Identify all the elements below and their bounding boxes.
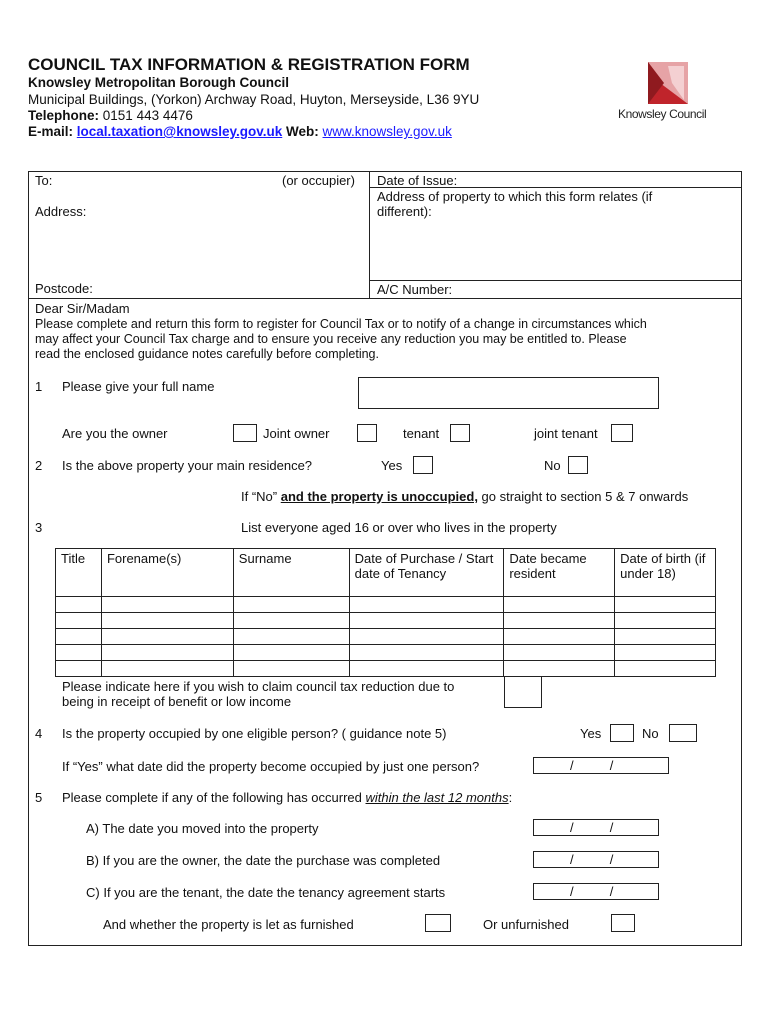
cell-input[interactable] — [101, 629, 233, 645]
q5-a-date-input[interactable] — [533, 819, 659, 836]
logo-text: Knowsley Council — [618, 107, 707, 121]
q5-a-label: A) The date you moved into the property — [86, 821, 319, 836]
telephone-value: 0151 443 4476 — [102, 108, 193, 123]
q3-number: 3 — [35, 520, 43, 535]
q4-no-checkbox[interactable] — [669, 724, 697, 742]
intro-line-1: Please complete and return this form to register for Council Tax or to notify of a change in circumstances which — [35, 317, 647, 331]
q5-c-date-input[interactable] — [533, 883, 659, 900]
web-label: Web: — [286, 124, 319, 139]
q5-c-date-separator: / / — [570, 884, 614, 899]
postcode-label: Postcode: — [35, 281, 93, 296]
furnished-label: And whether the property is let as furnished — [103, 917, 354, 932]
cell-input[interactable] — [56, 597, 102, 613]
address-label: Address: — [35, 204, 87, 219]
residents-header-row — [56, 549, 716, 597]
intro-line-3: read the enclosed guidance notes carefully before completing. — [35, 347, 379, 361]
joint-owner-label: Joint owner — [263, 426, 330, 441]
cell-input[interactable] — [101, 613, 233, 629]
cell-input[interactable] — [56, 661, 102, 677]
reduction-line-2: being in receipt of benefit or low income — [62, 694, 292, 709]
knowsley-logo-icon — [648, 62, 688, 104]
cell-input[interactable] — [56, 613, 102, 629]
q5-b-date-input[interactable] — [533, 851, 659, 868]
unfurnished-label: Or unfurnished — [483, 917, 569, 932]
furnished-checkbox[interactable] — [425, 914, 451, 932]
q2-yes-label: Yes — [381, 458, 403, 473]
greeting: Dear Sir/Madam — [35, 301, 130, 316]
form-frame-left — [28, 171, 29, 946]
unfurnished-checkbox[interactable] — [611, 914, 635, 932]
cell-input[interactable] — [504, 661, 615, 677]
cell-input[interactable] — [615, 613, 716, 629]
council-name: Knowsley Metropolitan Borough Council — [28, 75, 289, 90]
residents-table — [55, 548, 716, 677]
q2-no-label: No — [544, 458, 561, 473]
property-address-label-2: different): — [377, 204, 432, 219]
cell-input[interactable] — [615, 645, 716, 661]
q4-number: 4 — [35, 726, 43, 741]
form-title: COUNCIL TAX INFORMATION & REGISTRATION FORM — [28, 55, 470, 74]
telephone-label: Telephone: — [28, 108, 100, 123]
q5-label — [62, 790, 512, 805]
col-date-birth: Date of birth (if under 18) — [615, 549, 716, 597]
q5-label-em: within the last 12 months — [365, 790, 509, 805]
q5-c-label: C) If you are the tenant, the date the tenancy agreement starts — [86, 885, 446, 900]
telephone-line — [28, 108, 193, 123]
web-link[interactable]: www.knowsley.gov.uk — [322, 124, 452, 139]
q2-note-pre: If “No” — [241, 489, 281, 504]
cell-input[interactable] — [233, 597, 349, 613]
cell-input[interactable] — [349, 629, 504, 645]
q4-date-input[interactable] — [533, 757, 669, 774]
q5-b-label: B) If you are the owner, the date the purchase was completed — [86, 853, 441, 868]
q4-yes-label: Yes — [580, 726, 602, 741]
cell-input[interactable] — [615, 597, 716, 613]
cell-input[interactable] — [101, 597, 233, 613]
q2-label: Is the above property your main residence? — [62, 458, 313, 473]
q5-label-pre: Please complete if any of the following has occurred — [62, 790, 366, 805]
cell-input[interactable] — [615, 629, 716, 645]
occupier-label: (or occupier) — [282, 173, 355, 188]
col-date-resident: Date became resident — [504, 549, 615, 597]
cell-input[interactable] — [349, 597, 504, 613]
q5-label-post: : — [508, 790, 513, 805]
reduction-checkbox[interactable] — [504, 676, 542, 708]
tenant-checkbox[interactable] — [450, 424, 470, 442]
form-frame-bottom — [28, 945, 742, 946]
cell-input[interactable] — [504, 613, 615, 629]
q4-yes-checkbox[interactable] — [610, 724, 634, 742]
tenant-label: tenant — [403, 426, 440, 441]
address-divider — [28, 298, 742, 299]
table-row — [56, 629, 716, 645]
cell-input[interactable] — [615, 661, 716, 677]
owner-checkbox[interactable] — [233, 424, 257, 442]
cell-input[interactable] — [101, 661, 233, 677]
ac-number-divider — [369, 280, 742, 281]
q2-number: 2 — [35, 458, 43, 473]
q2-yes-checkbox[interactable] — [413, 456, 433, 474]
ac-number-label: A/C Number: — [377, 282, 453, 297]
cell-input[interactable] — [101, 645, 233, 661]
cell-input[interactable] — [233, 613, 349, 629]
cell-input[interactable] — [56, 629, 102, 645]
date-issue-label: Date of Issue: — [377, 173, 458, 188]
q2-note-post: go straight to section 5 & 7 onwards — [477, 489, 689, 504]
cell-input[interactable] — [233, 629, 349, 645]
cell-input[interactable] — [504, 597, 615, 613]
email-label: E-mail: — [28, 124, 74, 139]
property-address-label-1: Address of property to which this form relates (if — [377, 189, 653, 204]
cell-input[interactable] — [56, 645, 102, 661]
cell-input[interactable] — [233, 661, 349, 677]
joint-tenant-checkbox[interactable] — [611, 424, 633, 442]
q5-b-date-separator: / / — [570, 852, 614, 867]
q1-label: Please give your full name — [62, 379, 215, 394]
cell-input[interactable] — [349, 613, 504, 629]
q2-no-checkbox[interactable] — [568, 456, 588, 474]
form-frame-top — [28, 171, 742, 172]
cell-input[interactable] — [233, 645, 349, 661]
form-frame-right — [741, 171, 742, 946]
table-row — [56, 597, 716, 613]
col-date-purchase: Date of Purchase / Start date of Tenancy — [349, 549, 504, 597]
to-label: To: — [35, 173, 53, 188]
joint-tenant-label: joint tenant — [534, 426, 598, 441]
full-name-input[interactable] — [358, 377, 659, 409]
council-address: Municipal Buildings, (Yorkon) Archway Road, Huyton, Merseyside, L36 9YU — [28, 92, 480, 107]
q3-label: List everyone aged 16 or over who lives in the property — [241, 520, 557, 535]
table-row — [56, 613, 716, 629]
cell-input[interactable] — [504, 629, 615, 645]
q1-number: 1 — [35, 379, 43, 394]
col-surname: Surname — [233, 549, 349, 597]
email-link[interactable]: local.taxation@knowsley.gov.uk — [76, 124, 283, 139]
cell-input[interactable] — [504, 645, 615, 661]
q5-a-date-separator: / / — [570, 820, 614, 835]
table-row — [56, 661, 716, 677]
owner-question: Are you the owner — [62, 426, 168, 441]
cell-input[interactable] — [349, 661, 504, 677]
table-row — [56, 645, 716, 661]
col-forename: Forename(s) — [101, 549, 233, 597]
q5-number: 5 — [35, 790, 43, 805]
q4-date-question: If “Yes” what date did the property become occupied by just one person? — [62, 759, 480, 774]
q4-label: Is the property occupied by one eligible person? ( guidance note 5) — [62, 726, 447, 741]
q4-no-label: No — [642, 726, 659, 741]
q2-note — [241, 489, 688, 504]
contact-line — [28, 124, 452, 139]
cell-input[interactable] — [349, 645, 504, 661]
q2-note-bold: and the property is unoccupied, — [280, 489, 478, 504]
intro-line-2: may affect your Council Tax charge and to ensure you receive any reduction you may be entitled to. Please — [35, 332, 627, 346]
col-title: Title — [56, 549, 102, 597]
reduction-line-1: Please indicate here if you wish to claim council tax reduction due to — [62, 679, 455, 694]
joint-owner-checkbox[interactable] — [357, 424, 377, 442]
q4-date-separator: / / — [570, 758, 614, 773]
